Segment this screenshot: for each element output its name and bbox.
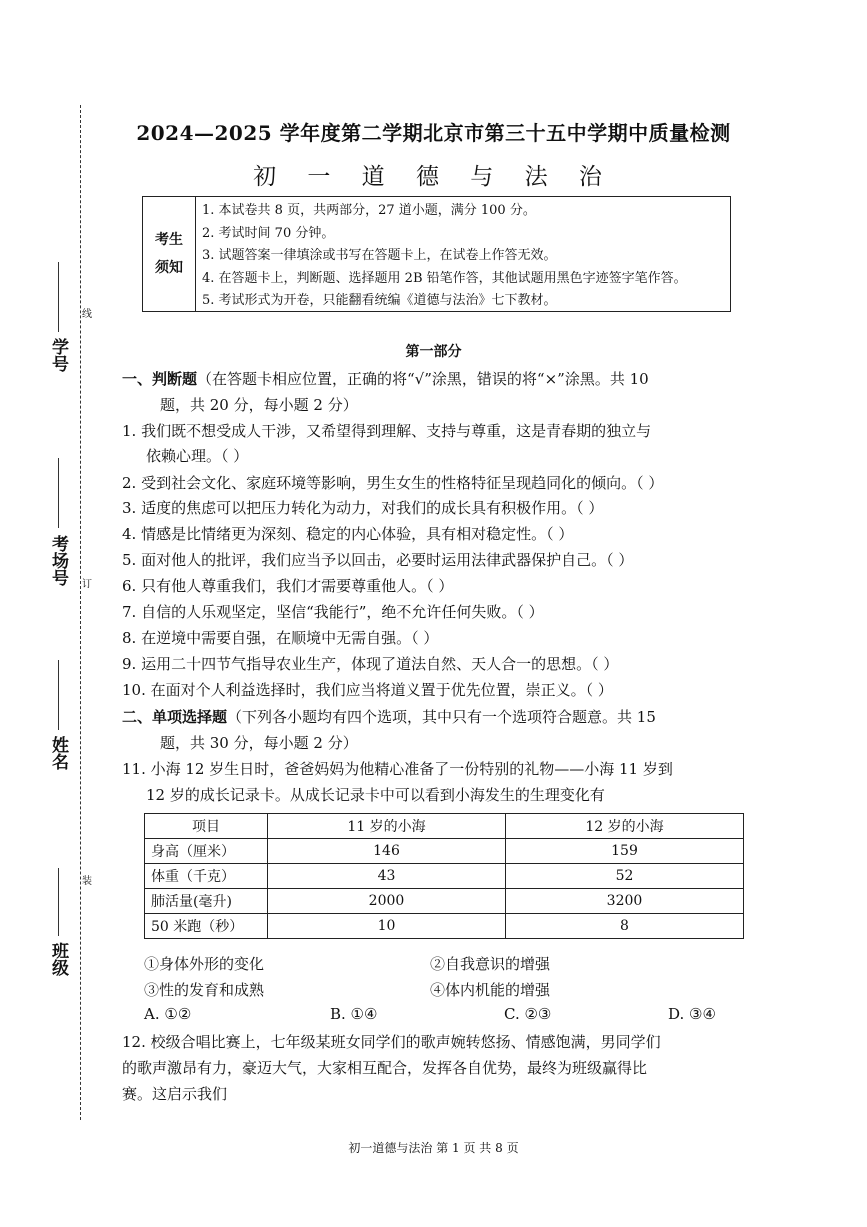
statement-2: ②自我意识的增强 (430, 955, 551, 973)
choice-heading (122, 706, 656, 727)
growth-record-table (144, 813, 744, 939)
question-8: 8. 在逆境中需要自强，在顺境中无需自强。（ ） (122, 629, 439, 647)
table-cell: 身高（厘米） (145, 839, 268, 864)
notice-item: 1. 本试卷共 8 页，共两部分，27 道小题，满分 100 分。 (202, 203, 536, 218)
question-1-line1: 1. 我们既不想受成人干涉，又希望得到理解、支持与尊重，这是青春期的独立与 (122, 422, 652, 440)
subject-title: 初 一 道 德 与 法 治 (253, 164, 614, 190)
table-row (145, 864, 744, 889)
page-footer: 初一道德与法治 第 1 页 共 8 页 (348, 1141, 519, 1155)
question-12-line3: 赛。这启示我们 (122, 1085, 228, 1103)
statement-3: ③性的发育和成熟 (144, 981, 265, 999)
exam-room-field[interactable] (58, 458, 60, 528)
table-cell: 43 (268, 864, 506, 889)
question-4: 4. 情感是比情绪更为深刻、稳定的内心体验，具有相对稳定性。（ ） (122, 525, 574, 543)
question-10: 10. 在面对个人利益选择时，我们应当将道义置于优先位置，崇正义。（ ） (122, 681, 613, 699)
question-1-line2: 依赖心理。（ ） (146, 447, 249, 465)
judgment-heading (122, 368, 649, 389)
exam-room-label: 考场号 (48, 535, 68, 586)
notice-heading (143, 197, 196, 311)
table-cell: 3200 (506, 889, 744, 914)
binding-dashed-line (80, 105, 81, 1120)
question-2: 2. 受到社会文化、家庭环境等影响，男生女生的性格特征呈现趋同化的倾向。（ ） (122, 474, 664, 492)
table-cell: 146 (268, 839, 506, 864)
part-title: 第一部分 (405, 344, 462, 360)
option-b[interactable]: B. ①④ (330, 1005, 378, 1023)
table-cell: 肺活量(毫升) (145, 889, 268, 914)
table-header: 12 岁的小海 (506, 814, 744, 839)
student-id-label: 学号 (48, 338, 68, 372)
notice-heading-line2: 须知 (155, 260, 183, 276)
option-c[interactable]: C. ②③ (504, 1005, 552, 1023)
option-d[interactable]: D. ③④ (668, 1005, 716, 1023)
statement-4: ④体内机能的增强 (430, 981, 551, 999)
question-11-line2: 12 岁的成长记录卡。从成长记录卡中可以看到小海发生的生理变化有 (146, 786, 605, 804)
question-12-line1: 12. 校级合唱比赛上，七年级某班女同学们的歌声婉转悠扬、情感饱满，男同学们 (122, 1033, 661, 1051)
notice-item: 2. 考试时间 70 分钟。 (202, 225, 335, 241)
table-cell: 50 米跑（秒） (145, 914, 268, 939)
question-7: 7. 自信的人乐观坚定，坚信“我能行”，绝不允许任何失败。（ ） (122, 603, 544, 621)
notice-list (196, 197, 730, 311)
table-cell: 52 (506, 864, 744, 889)
table-cell: 体重（千克） (145, 864, 268, 889)
question-9: 9. 运用二十四节气指导农业生产，体现了道法自然、天人合一的思想。（ ） (122, 655, 619, 673)
table-row (145, 889, 744, 914)
binding-mark-line: 线 (82, 309, 92, 320)
table-header: 11 岁的小海 (268, 814, 506, 839)
question-3: 3. 适度的焦虑可以把压力转化为动力，对我们的成长具有积极作用。（ ） (122, 499, 604, 517)
judgment-heading-line2: 题，共 20 分，每小题 2 分） (160, 396, 358, 414)
name-label: 姓名 (48, 736, 68, 770)
statement-1: ①身体外形的变化 (144, 955, 265, 973)
binding-mark-staple: 订 (82, 579, 92, 590)
question-11-line1: 11. 小海 12 岁生日时，爸爸妈妈为他精心准备了一份特别的礼物——小海 11 岁到 (122, 760, 673, 778)
class-field[interactable] (58, 868, 60, 936)
class-label: 班级 (48, 942, 68, 976)
exam-title: 2024—2025 学年度第二学期北京市第三十五中学期中质量检测 (136, 121, 731, 145)
question-12-line2: 的歌声激昂有力，豪迈大气，大家相互配合，发挥各自优势，最终为班级赢得比 (122, 1059, 648, 1077)
option-a[interactable]: A. ①② (144, 1005, 192, 1023)
candidate-notice (142, 196, 731, 312)
table-cell: 2000 (268, 889, 506, 914)
table-row (145, 839, 744, 864)
judgment-heading-instructions: （在答题卡相应位置，正确的将“√”涂黑，错误的将“×”涂黑。共 10 (197, 370, 649, 388)
notice-heading-line1: 考生 (155, 232, 183, 248)
table-cell: 10 (268, 914, 506, 939)
notice-item: 4. 在答题卡上，判断题、选择题用 2B 铅笔作答，其他试题用黑色字迹签字笔作答。 (202, 270, 687, 286)
table-row (145, 914, 744, 939)
question-6: 6. 只有他人尊重我们，我们才需要尊重他人。（ ） (122, 577, 454, 595)
choice-heading-title: 二、单项选择题 (122, 708, 228, 726)
notice-item: 5. 考试形式为开卷，只能翻看统编《道德与法治》七下教材。 (202, 293, 557, 308)
student-id-field[interactable] (58, 262, 60, 332)
question-5: 5. 面对他人的批评，我们应当予以回击，必要时运用法律武器保护自己。（ ） (122, 551, 634, 569)
binding-mark-bind: 装 (82, 876, 92, 887)
table-header-row (145, 814, 744, 839)
judgment-heading-title: 一、判断题 (122, 370, 198, 388)
notice-item: 3. 试题答案一律填涂或书写在答题卡上，在试卷上作答无效。 (202, 248, 557, 263)
choice-heading-instructions: （下列各小题均有四个选项，其中只有一个选项符合题意。共 15 (227, 708, 656, 726)
table-cell: 8 (506, 914, 744, 939)
name-field[interactable] (58, 660, 60, 730)
table-cell: 159 (506, 839, 744, 864)
choice-heading-line2: 题，共 30 分，每小题 2 分） (160, 734, 358, 752)
table-header: 项目 (145, 814, 268, 839)
